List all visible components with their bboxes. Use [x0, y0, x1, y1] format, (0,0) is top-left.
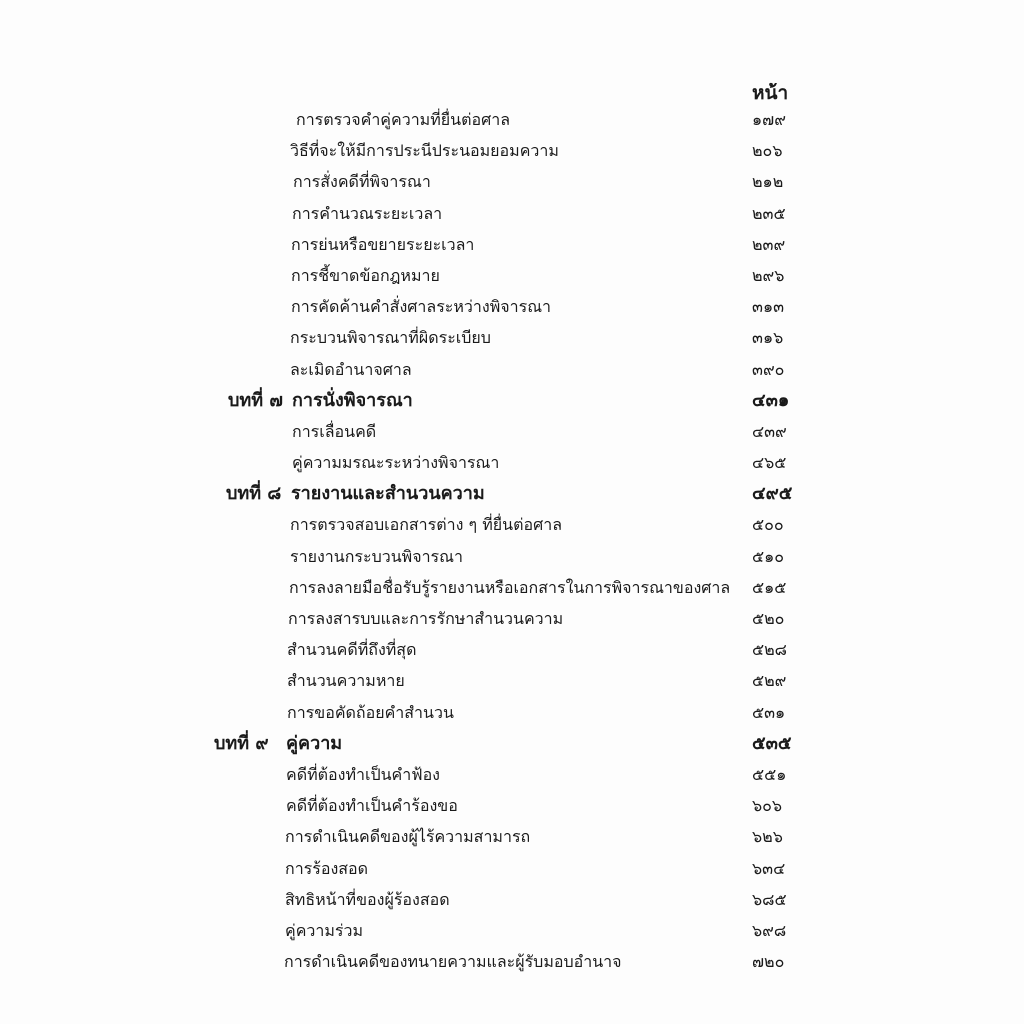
- page-number: ๕๕๑: [752, 764, 787, 784]
- toc-entry-row: [0, 229, 1024, 260]
- entry-title: การลงลายมือชื่อรับรู้รายงานหรือเอกสารในการพิจารณาของศาล: [289, 577, 731, 597]
- entry-title: การลงสารบบและการรักษาสำนวนความ: [288, 609, 564, 628]
- entry-title: การชี้ขาดข้อกฎหมาย: [291, 265, 440, 285]
- toc-entry-row: [0, 509, 1024, 540]
- page-number: ๕๒๐: [752, 609, 785, 628]
- toc-entry-row: [0, 447, 1024, 478]
- page-number: ๒๓๕: [752, 203, 786, 223]
- toc-chapter-row: [0, 385, 1024, 416]
- page-number: ๑๗๙: [752, 110, 786, 129]
- entry-title: การเลื่อนคดี: [292, 421, 377, 441]
- page-number: ๓๑๓: [752, 297, 785, 317]
- entry-title: คดีที่ต้องทำเป็นคำฟ้อง: [286, 764, 440, 784]
- toc-entry-row: [0, 634, 1024, 665]
- toc-chapter-row: [0, 478, 1024, 509]
- toc-entry-row: [0, 603, 1024, 634]
- toc-entry-row: [0, 322, 1024, 353]
- entry-title: สิทธิหน้าที่ของผู้ร้องสอด: [285, 889, 450, 909]
- page-number: ๒๙๖: [752, 265, 785, 285]
- page-number: ๕๑๐: [752, 546, 785, 566]
- page-number: ๒๓๙: [752, 234, 786, 254]
- chapter-number: บทที่ ๘: [226, 483, 282, 505]
- toc-entry-row: [0, 759, 1024, 790]
- page-number: ๗๒๐: [752, 952, 785, 972]
- toc-entry-row: [0, 260, 1024, 291]
- toc-entry-row: [0, 790, 1024, 821]
- chapter-title: รายงานและสำนวนความ: [291, 483, 485, 505]
- page-number: ๓๙๐: [752, 359, 785, 379]
- entry-title: การดำเนินคดีของผู้ไร้ความสามารถ: [285, 827, 531, 847]
- entry-title: สำนวนความหาย: [287, 671, 405, 691]
- entry-title: การคำนวณระยะเวลา: [292, 203, 443, 223]
- toc-entry-row: [0, 946, 1024, 977]
- toc-entry-row: [0, 291, 1024, 322]
- toc-entry-row: [0, 166, 1024, 197]
- page-number: ๖๐๖: [752, 796, 783, 816]
- page-number: ๕๓๕: [752, 732, 792, 754]
- page-number: ๖๙๘: [752, 920, 787, 940]
- page-number: ๖๘๕: [752, 889, 787, 909]
- toc-entry-row: [0, 821, 1024, 852]
- entry-title: การสั่งคดีที่พิจารณา: [293, 172, 431, 192]
- page-number: ๔๙๕: [752, 483, 793, 505]
- entry-title: สำนวนคดีที่ถึงที่สุด: [287, 640, 417, 660]
- chapter-title: คู่ความ: [286, 732, 343, 754]
- page-number: ๖๓๔: [752, 858, 786, 878]
- toc-entry-row: [0, 198, 1024, 229]
- page-number: ๕๒๙: [752, 671, 787, 691]
- entry-title: การตรวจคำคู่ความที่ยื่นต่อศาล: [296, 110, 511, 129]
- entry-title: คดีที่ต้องทำเป็นคำร้องขอ: [286, 796, 458, 816]
- page-number: ๓๑๖: [752, 328, 784, 348]
- entry-title: การตรวจสอบเอกสารต่าง ๆ ที่ยื่นต่อศาล: [290, 515, 563, 535]
- toc-entry-row: [0, 915, 1024, 946]
- toc-entry-row: [0, 135, 1024, 166]
- toc-entry-row: [0, 541, 1024, 572]
- entry-title: คู่ความมรณะระหว่างพิจารณา: [292, 453, 500, 473]
- toc-entry-row: [0, 104, 1024, 135]
- entry-title: กระบวนพิจารณาที่ผิดระเบียบ: [290, 328, 491, 348]
- entry-title: ละเมิดอำนาจศาล: [290, 359, 412, 379]
- page-number: ๕๐๐: [752, 515, 784, 535]
- page-number: ๒๐๖: [752, 141, 783, 161]
- page-number: ๕๓๑: [752, 702, 786, 722]
- entry-title: รายงานกระบวนพิจารณา: [290, 546, 463, 566]
- page-number: ๔๖๕: [752, 453, 787, 473]
- chapter-number: บทที่ ๙: [214, 732, 269, 754]
- toc-entry-row: [0, 665, 1024, 696]
- toc-entry-row: [0, 697, 1024, 728]
- page-number: ๔๓๙: [752, 421, 787, 441]
- entry-title: การขอคัดถ้อยคำสำนวน: [287, 702, 454, 722]
- entry-title: การดำเนินคดีของทนายความและผู้รับมอบอำนาจ: [284, 952, 622, 972]
- page-number: ๕๒๘: [752, 640, 787, 660]
- entry-title: การคัดค้านคำสั่งศาลระหว่างพิจารณา: [291, 297, 552, 317]
- table-of-contents: [0, 104, 1024, 977]
- entry-title: การย่นหรือขยายระยะเวลา: [291, 234, 475, 254]
- page-number: ๖๒๖: [752, 827, 783, 847]
- toc-entry-row: [0, 853, 1024, 884]
- page-number: ๒๑๒: [752, 172, 784, 192]
- toc-entry-row: [0, 572, 1024, 603]
- chapter-number: บทที่ ๗: [228, 389, 283, 411]
- page-number: ๕๑๕: [752, 577, 787, 597]
- toc-entry-row: [0, 884, 1024, 915]
- page-number: ๔๓๑: [752, 389, 790, 411]
- toc-entry-row: [0, 416, 1024, 447]
- page-column-header: หน้า: [752, 82, 789, 104]
- entry-title: วิธีที่จะให้มีการประนีประนอมยอมความ: [290, 141, 559, 161]
- toc-entry-row: [0, 354, 1024, 385]
- entry-title: การร้องสอด: [285, 858, 369, 878]
- chapter-title: การนั่งพิจารณา: [292, 389, 413, 411]
- entry-title: คู่ความร่วม: [285, 920, 364, 940]
- toc-chapter-row: [0, 728, 1024, 759]
